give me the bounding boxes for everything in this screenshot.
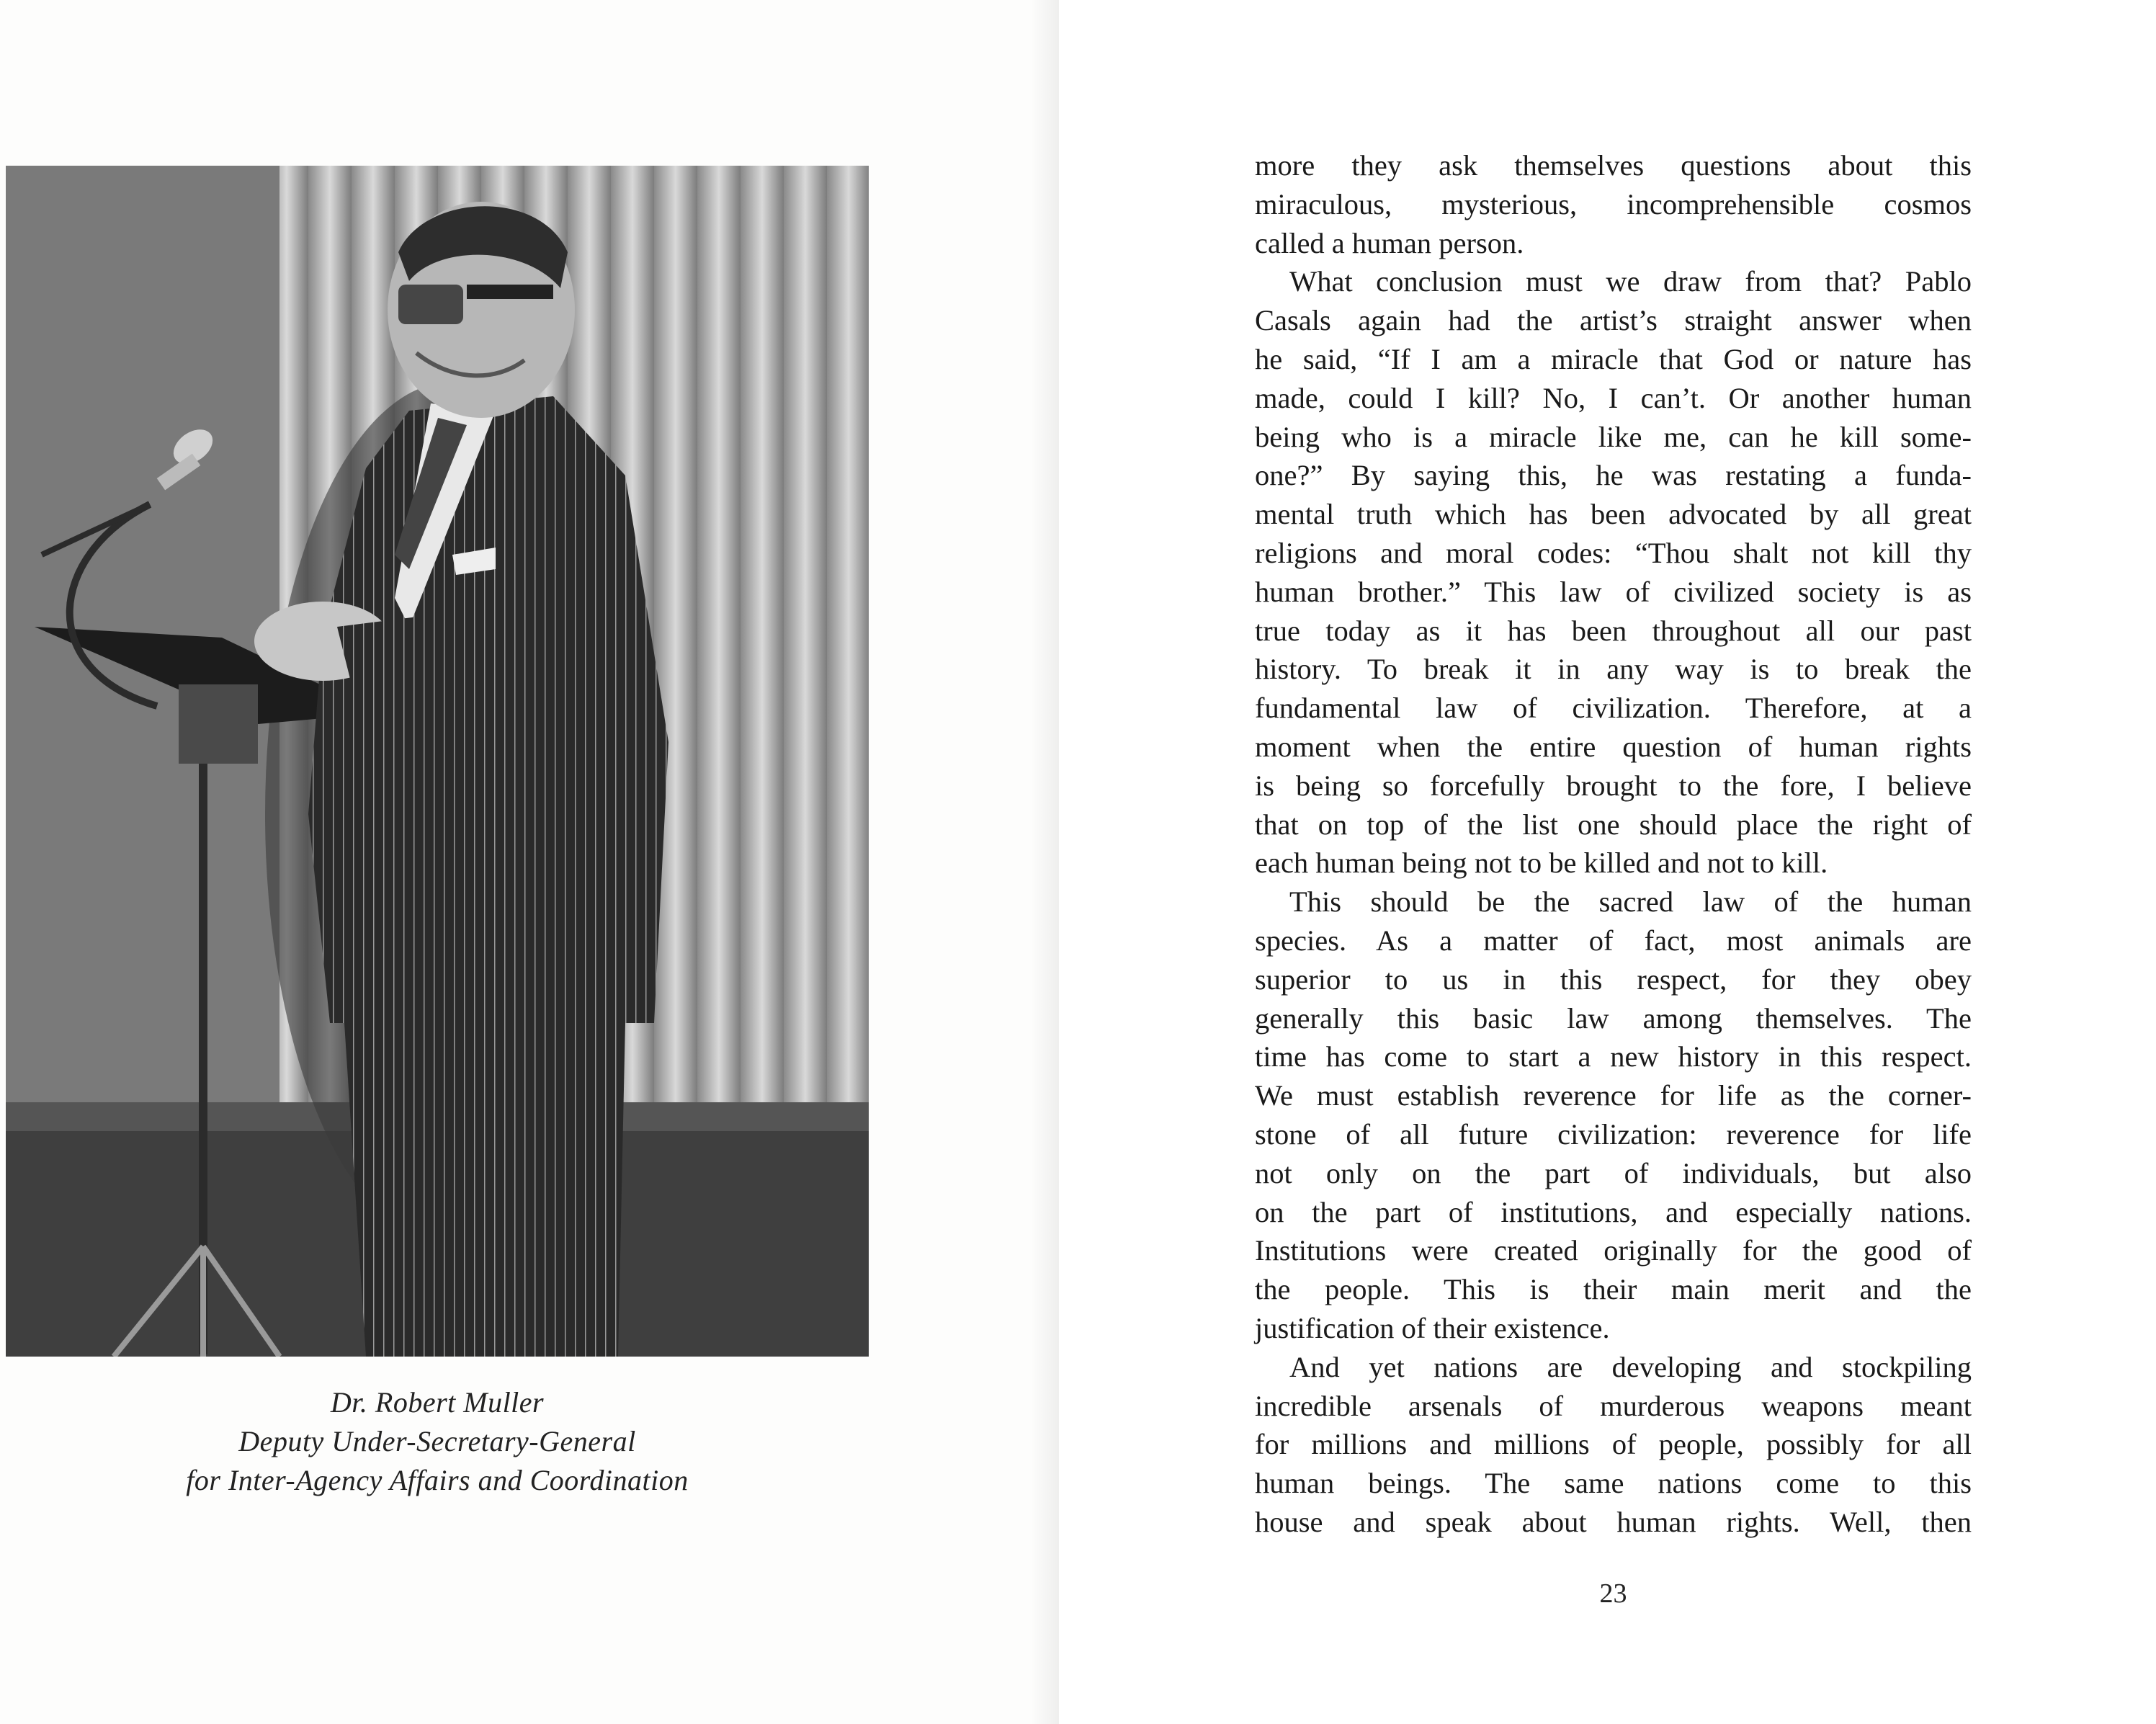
text-line: human brother.” This law of civilized society is as — [1255, 575, 1972, 608]
speaker-photo-illustration — [6, 166, 869, 1357]
text-line: Casals again had the artist’s straight answer when — [1255, 304, 1972, 337]
text-line: history. To break it in any way is to break the — [1255, 653, 1972, 686]
text-line: mental truth which has been advocated by all great — [1255, 498, 1972, 531]
text-line: the people. This is their main merit and the — [1255, 1273, 1972, 1306]
page-number: 23 — [1599, 1578, 1627, 1609]
caption-name: Dr. Robert Muller — [330, 1386, 545, 1419]
text-line: moment when the entire question of human rights — [1255, 730, 1972, 763]
text-line: miraculous, mysterious, incomprehensible cosmos — [1255, 187, 1972, 220]
text-line: justification of their existence. — [1255, 1311, 1610, 1344]
text-line: stone of all future civilization: reverence for life — [1255, 1117, 1972, 1151]
text-line: Institutions were created originally for the good of — [1255, 1234, 1972, 1267]
text-line: This should be the sacred law of the human — [1289, 885, 1972, 919]
text-line: made, could I kill? No, I can’t. Or another human — [1255, 381, 1972, 414]
text-line: he said, “If I am a miracle that God or nature has — [1255, 342, 1972, 375]
text-line: time has come to start a new history in this respect. — [1255, 1040, 1972, 1073]
text-line: house and speak about human rights. Well, then — [1255, 1505, 1972, 1538]
text-line: one?” By saying this, he was restating a funda- — [1255, 459, 1972, 492]
text-line: And yet nations are developing and stockpiling — [1289, 1350, 1972, 1383]
speaker-photo — [6, 166, 869, 1357]
text-line: superior to us in this respect, for they obey — [1255, 963, 1972, 996]
left-page — [0, 0, 1059, 1724]
text-line: called a human person. — [1255, 226, 1524, 259]
text-line: human beings. The same nations come to this — [1255, 1467, 1972, 1500]
text-line: religions and moral codes: “Thou shalt not kill thy — [1255, 536, 1972, 569]
text-line: species. As a matter of fact, most animals are — [1255, 924, 1972, 957]
text-line: We must establish reverence for life as the corner- — [1255, 1079, 1972, 1112]
text-line: generally this basic law among themselves. The — [1255, 1001, 1972, 1035]
text-line: for millions and millions of people, possibly for all — [1255, 1428, 1972, 1461]
text-line: more they ask themselves questions about this — [1255, 149, 1972, 182]
text-line: fundamental law of civilization. Therefore, at a — [1255, 692, 1972, 725]
text-line: What conclusion must we draw from that? Pablo — [1289, 265, 1972, 298]
caption-department: for Inter-Agency Affairs and Coordination — [186, 1464, 689, 1496]
text-line: incredible arsenals of murderous weapons meant — [1255, 1389, 1972, 1422]
text-line: each human being not to be killed and not to kill. — [1255, 847, 1828, 880]
text-line: being who is a miracle like me, can he kill some- — [1255, 420, 1972, 453]
body-text — [1255, 146, 1972, 1542]
text-line: not only on the part of individuals, but also — [1255, 1156, 1972, 1189]
text-line: that on top of the list one should place the right of — [1255, 808, 1972, 841]
text-line: is being so forcefully brought to the fore, I believe — [1255, 769, 1972, 802]
caption-title: Deputy Under-Secretary-General — [238, 1425, 636, 1457]
text-line: on the part of institutions, and especially nations. — [1255, 1195, 1972, 1228]
text-line: true today as it has been throughout all our past — [1255, 614, 1972, 647]
photo-caption — [6, 1383, 869, 1500]
